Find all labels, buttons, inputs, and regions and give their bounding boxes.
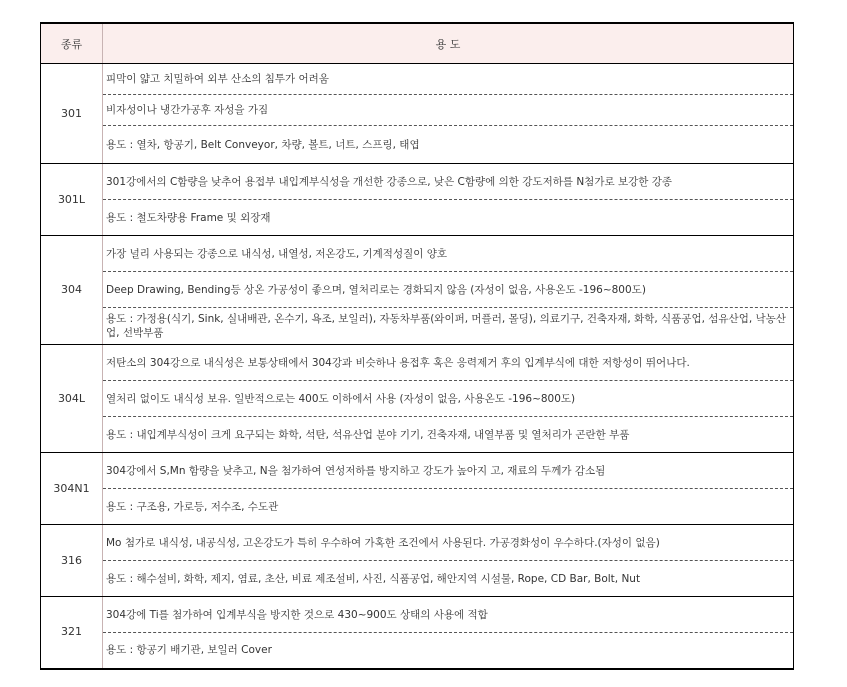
table-row (41, 381, 794, 417)
description-cell: 비자성이나 냉간가공후 자성을 가짐 (103, 95, 794, 126)
type-cell: 301L (41, 164, 103, 236)
table-row (41, 561, 794, 597)
description-cell: 열처리 없이도 내식성 보유. 일반적으로는 400도 이하에서 사용 (자성이 없음, 사용온도 -196~800도) (103, 381, 794, 417)
description-cell: 용도 : 내입계부식성이 크게 요구되는 화학, 석탄, 석유산업 분야 기기, 건축자재, 내열부품 및 열처리가 곤란한 부품 (103, 417, 794, 453)
table-row (41, 417, 794, 453)
table-row (41, 95, 794, 126)
table-row (41, 597, 794, 633)
table-row (41, 272, 794, 308)
description-cell: 저탄소의 304강으로 내식성은 보통상태에서 304강과 비슷하나 용접후 혹은 응력제거 후의 입계부식에 대한 저항성이 뛰어나다. (103, 345, 794, 381)
table-row (41, 525, 794, 561)
table-row (41, 126, 794, 164)
type-cell: 304L (41, 345, 103, 453)
type-cell: 316 (41, 525, 103, 597)
steel-types-table (40, 22, 794, 670)
type-cell: 304 (41, 236, 103, 345)
table-row (41, 64, 794, 95)
description-cell: 용도 : 구조용, 가로등, 저수조, 수도관 (103, 489, 794, 525)
description-cell: 용도 : 철도차량용 Frame 및 외장재 (103, 200, 794, 236)
table-row (41, 308, 794, 345)
type-cell: 304N1 (41, 453, 103, 525)
type-cell: 321 (41, 597, 103, 669)
table-row (41, 489, 794, 525)
description-cell: 용도 : 해수설비, 화학, 제지, 염료, 초산, 비료 제조설비, 사진, 식품공업, 해안지역 시설물, Rope, CD Bar, Bolt, Nut (103, 561, 794, 597)
type-cell: 301 (41, 64, 103, 164)
header-row (41, 23, 794, 64)
table-row (41, 236, 794, 272)
description-cell: 용도 : 열차, 항공기, Belt Conveyor, 차량, 볼트, 너트, 스프링, 태엽 (103, 126, 794, 164)
table-row (41, 200, 794, 236)
header-type: 종류 (41, 23, 103, 64)
description-cell: 301강에서의 C함량을 낮추어 용접부 내입계부식성을 개선한 강종으로, 낮은 C함량에 의한 강도저하를 N첨가로 보강한 강종 (103, 164, 794, 200)
description-cell: 용도 : 가정용(식기, Sink, 실내배관, 온수기, 욕조, 보일러), 자동차부품(와이퍼, 머플러, 몰딩), 의료기구, 건축자재, 화학, 식품공업, 섬유산업, 낙농산업, 선박부품 (103, 308, 794, 345)
description-cell: Mo 첨가로 내식성, 내공식성, 고온강도가 특히 우수하여 가혹한 조건에서 사용된다. 가공경화성이 우수하다.(자성이 없음) (103, 525, 794, 561)
table-row (41, 164, 794, 200)
header-usage: 용 도 (103, 23, 794, 64)
description-cell: 304강에서 S,Mn 함량을 낮추고, N을 첨가하여 연성저하를 방지하고 강도가 높아지 고, 재료의 두께가 감소됨 (103, 453, 794, 489)
description-cell: 304강에 Ti를 첨가하여 입계부식을 방지한 것으로 430~900도 상태의 사용에 적합 (103, 597, 794, 633)
description-cell: 피막이 얇고 치밀하여 외부 산소의 침투가 어려움 (103, 64, 794, 95)
table-row (41, 633, 794, 669)
table-row (41, 453, 794, 489)
description-cell: Deep Drawing, Bending등 상온 가공성이 좋으며, 열처리로는 경화되지 않음 (자성이 없음, 사용온도 -196~800도) (103, 272, 794, 308)
description-cell: 용도 : 항공기 배기관, 보일러 Cover (103, 633, 794, 669)
description-cell: 가장 널리 사용되는 강종으로 내식성, 내열성, 저온강도, 기계적성질이 양호 (103, 236, 794, 272)
table-row (41, 345, 794, 381)
